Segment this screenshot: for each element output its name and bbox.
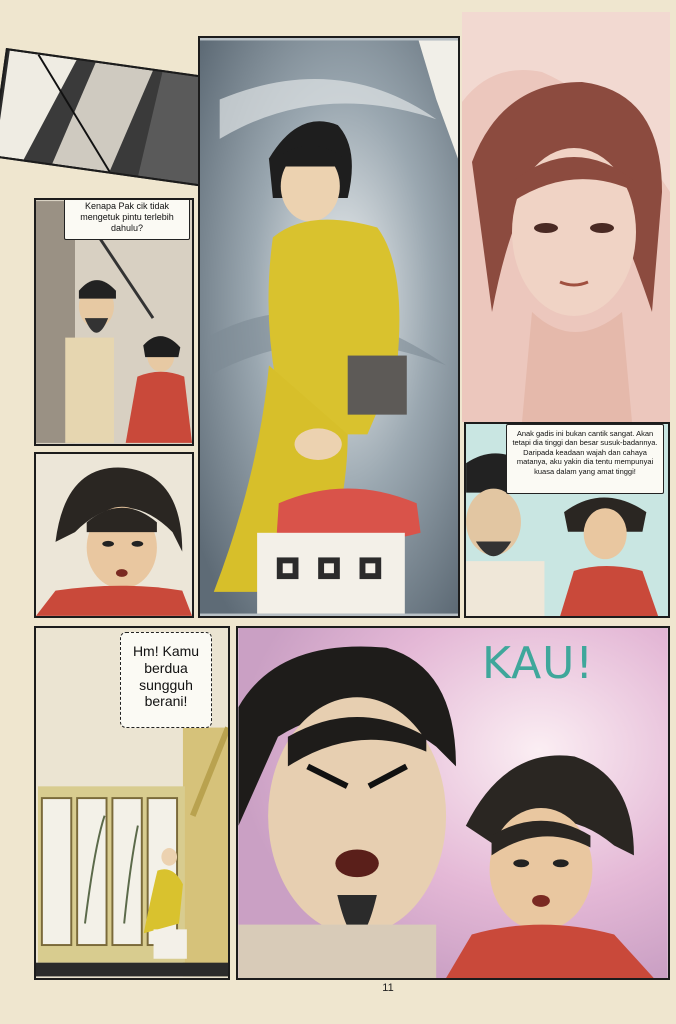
panel-doorway-men [34,198,194,446]
speech-bubble-knock-text: Kenapa Pak cik tidak mengetuk pintu terlebih dahulu? [80,201,174,233]
panel-girl-portrait [462,12,670,422]
girl-seated-art [200,38,458,616]
panel-men-thinking [464,422,670,618]
confrontation-art [238,628,668,978]
youth-closeup-art [36,454,192,616]
girl-portrait-art [462,12,670,422]
speech-bubble-knock [64,198,190,240]
panel-youth-closeup [34,452,194,618]
narration-caption-text: Anak gadis ini bukan cantik sangat. Akan tetapi dia tinggi dan besar susuk-badannya. Daripada keadaan wajah dan cahaya matanya, aku yakin dia tentu mempunyai kuasa dalam yang amat tinggi! [512,429,658,476]
shout-bubble-brave-text: Hm! Kamu berdua sungguh berani! [132,643,200,710]
panel-confrontation [236,626,670,980]
sfx-kau-text: KAU! [482,638,595,689]
panel-door-shards [0,48,230,188]
page-number: 11 [382,982,394,994]
door-shards-art [0,50,228,186]
panel-room-screen [34,626,230,980]
sfx-kau [482,638,594,689]
panel-girl-seated [198,36,460,618]
shout-bubble-brave [120,632,212,728]
narration-caption [506,424,664,494]
